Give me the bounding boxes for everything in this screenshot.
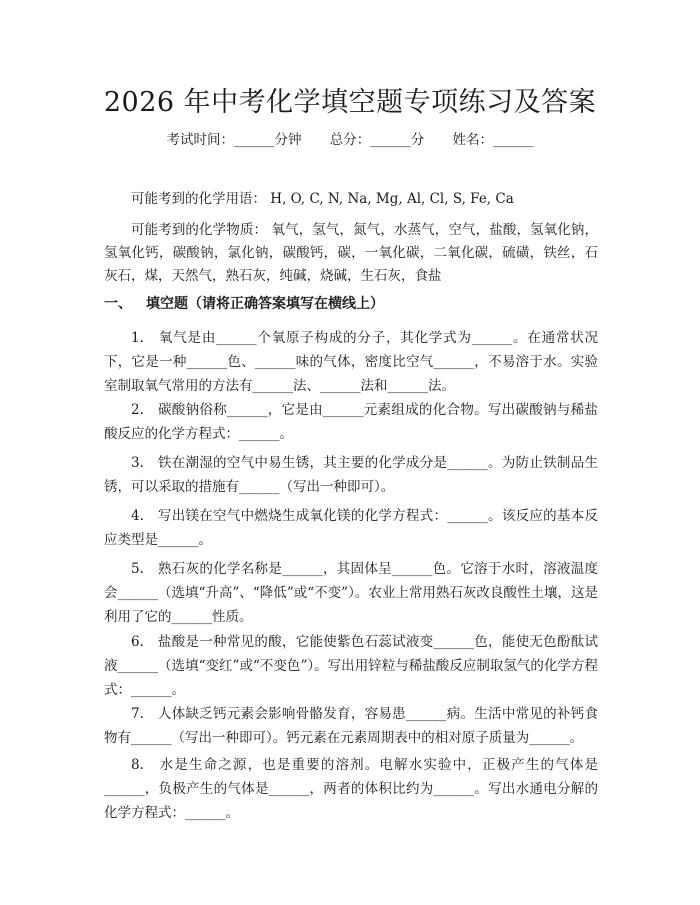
section-heading xyxy=(104,293,384,313)
exam-info-line xyxy=(0,128,700,148)
question-item: 8. 水是生命之源，也是重要的溶剂。电解水实验中，正极产生的气体是______，负极产生的气体是______，两者的体积比约为______。写出水通电分解的化学方程式：______。 xyxy=(104,757,598,821)
chemical-symbols-note: 可能考到的化学用语： H, O, C, N, Na, Mg, Al, Cl, S, Fe, Ca xyxy=(131,191,514,207)
question-item: 1. 氧气是由______个氧原子构成的分子，其化学式为______。在通常状况下，它是一种______色、______味的气体，密度比空气______，不易溶于水。实验室制取氧气常用的方法有______法、______法和______法。 xyxy=(104,330,598,394)
question-item: 3. 铁在潮湿的空气中易生锈，其主要的化学成分是______。为防止铁制品生锈，可以采取的措施有______（写出一种即可）。 xyxy=(104,455,598,495)
question-item: 4. 写出镁在空气中燃烧生成氧化镁的化学方程式：______。该反应的基本反应类型是______。 xyxy=(104,508,598,548)
section-number: 一、 xyxy=(104,296,132,312)
student-name-field: 姓名：______ xyxy=(452,132,534,148)
section-title: 填空题（请将正确答案填写在横线上） xyxy=(146,296,384,312)
chemical-substances-note: 可能考到的化学物质： 氧气，氢气，氮气，水蒸气，空气，盐酸，氢氧化钠，氢氧化钙，碳酸钠，氯化钠，碳酸钙，碳，一氧化碳，二氧化碳，硫磺，铁丝，石灰石，煤，天然气，熟石灰，纯碱，烧碱，生石灰，食盐 xyxy=(104,222,598,284)
question-item: 2. 碳酸钠俗称______，它是由______元素组成的化合物。写出碳酸钠与稀盐酸反应的化学方程式：______。 xyxy=(104,402,598,442)
question-item: 7. 人体缺乏钙元素会影响骨骼发育，容易患______病。生活中常见的补钙食物有______（写出一种即可）。钙元素在元素周期表中的相对原子质量为______。 xyxy=(104,706,598,746)
question-item: 6. 盐酸是一种常见的酸，它能使紫色石蕊试液变______色，能使无色酚酞试液______（选填“变红”或“不变色”）。写出用锌粒与稀盐酸反应制取氢气的化学方程式：______。 xyxy=(104,634,598,698)
total-score-field: 总分：______分 xyxy=(329,132,425,148)
page-title: 2026 年中考化学填空题专项练习及答案 xyxy=(103,87,597,118)
exam-time-field: 考试时间：______分钟 xyxy=(166,132,302,148)
question-item: 5. 熟石灰的化学名称是______，其固体呈______色。它溶于水时，溶液温度会______（选填“升高”、“降低”或“不变”）。农业上常用熟石灰改良酸性土壤，这是利用了它的______性质。 xyxy=(104,561,598,625)
